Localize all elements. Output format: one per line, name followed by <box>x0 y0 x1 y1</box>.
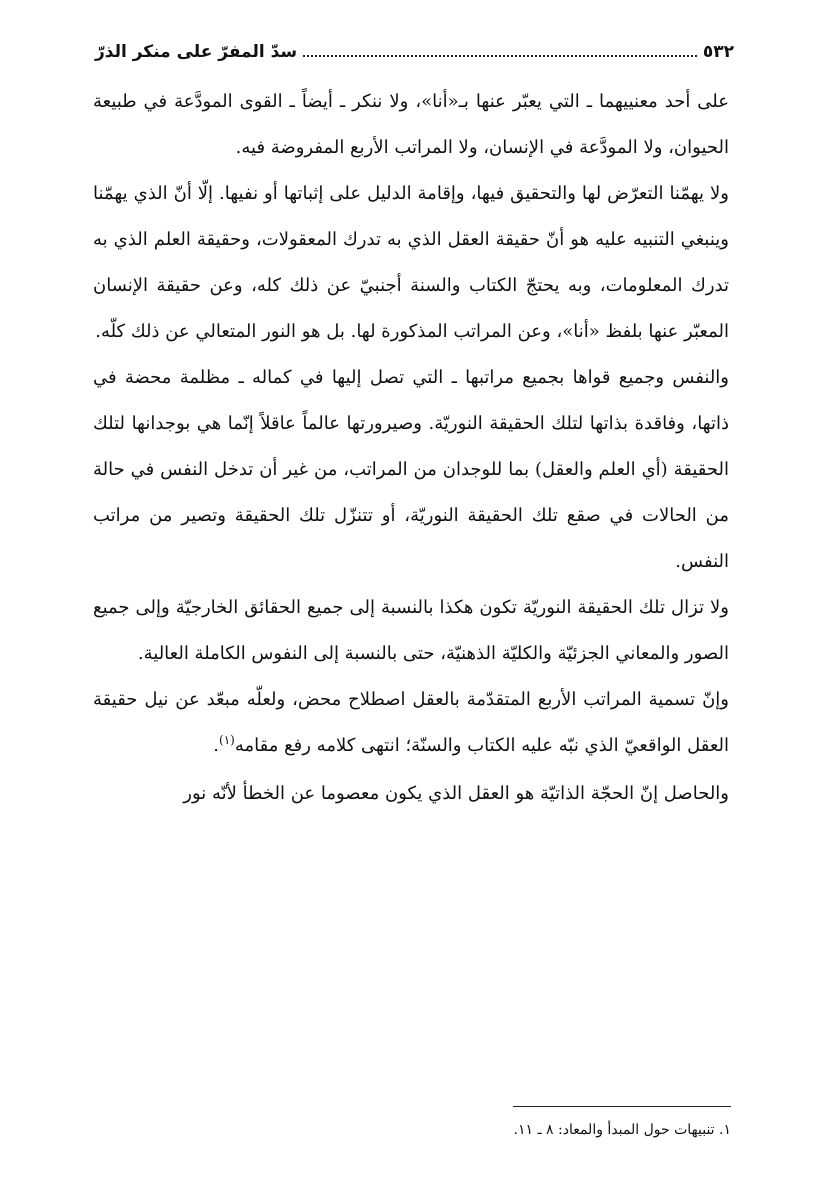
paragraph-6: والحاصل إنّ الحجّة الذاتيّة هو العقل الذي يكون معصوما عن الخطأ لأنّه نور <box>183 783 729 804</box>
paragraph-5-end: . <box>213 735 219 756</box>
paragraph-2: ولا يهمّنا التعرّض لها والتحقيق فيها، وإقامة الدليل على إثباتها أو نفيها. إلّا أنّ الذي يهمّنا وينبغي التنبيه عليه هو أنّ حقيقة العقل الذي به تدرك المعقولات، وحقيقة العلم الذي به تدرك المعلومات، وبه يحتجّ الكتاب والسنة أجنبيّ عن ذلك كله، وعن حقيقة الإنسان المعبّر عنها بلفظ «أنا»، وعن المراتب المذكورة لها. بل هو النور المتعالي عن ذلك كلّه. <box>93 183 729 342</box>
page-number: ٥٣٢ <box>702 42 734 62</box>
paragraph-4: ولا تزال تلك الحقيقة النوريّة تكون هكذا بالنسبة إلى جميع الحقائق الخارجيّة وإلى جميع الصور والمعاني الجزئيّة والكليّة الذهنيّة، حتى بالنسبة إلى النفوس الكاملة العالية. <box>93 597 729 664</box>
footnote-reference: (١) <box>219 733 235 747</box>
paragraph-5-text: وإنّ تسمية المراتب الأربع المتقدّمة بالعقل اصطلاح محض، ولعلّه مبعّد عن نيل حقيقة العقل الواقعيّ الذي نبّه عليه الكتاب والسنّة؛ انتهى كلامه رفع مقامه <box>93 689 729 756</box>
main-text <box>93 79 729 817</box>
paragraph-3: والنفس وجميع قواها بجميع مراتبها ـ التي تصل إليها في كماله ـ مظلمة محضة في ذاتها، وفاقدة بذاتها لتلك الحقيقة النوريّة. وصيرورتها عالماً عاقلاً إنّما هي بوجدانها لتلك الحقيقة (أي العلم والعقل) بما للوجدان من المراتب، من غير أن تدخل النفس في حالة من الحالات في صقع تلك الحقيقة النوريّة، أو تتنزّل تلك الحقيقة وتصير من مراتب النفس. <box>93 367 729 572</box>
running-title: سدّ المفرّ على منكر الذرّ <box>95 42 298 62</box>
paragraph-5 <box>93 677 729 769</box>
footnote: ١. تنبيهات حول المبدأ والمعاد: ٨ ـ ١١. <box>513 1122 731 1138</box>
header-leader-dots <box>303 54 697 57</box>
footnote-separator <box>513 1106 731 1107</box>
paragraph-1: على أحد معنييهما ـ التي يعبّر عنها بـ«أنا»، ولا ننكر ـ أيضاً ـ القوى المودَّعة في طبيعة الحيوان، ولا المودَّعة في الإنسان، ولا المراتب الأربع المفروضة فيه. <box>93 91 729 158</box>
running-header <box>95 34 734 62</box>
